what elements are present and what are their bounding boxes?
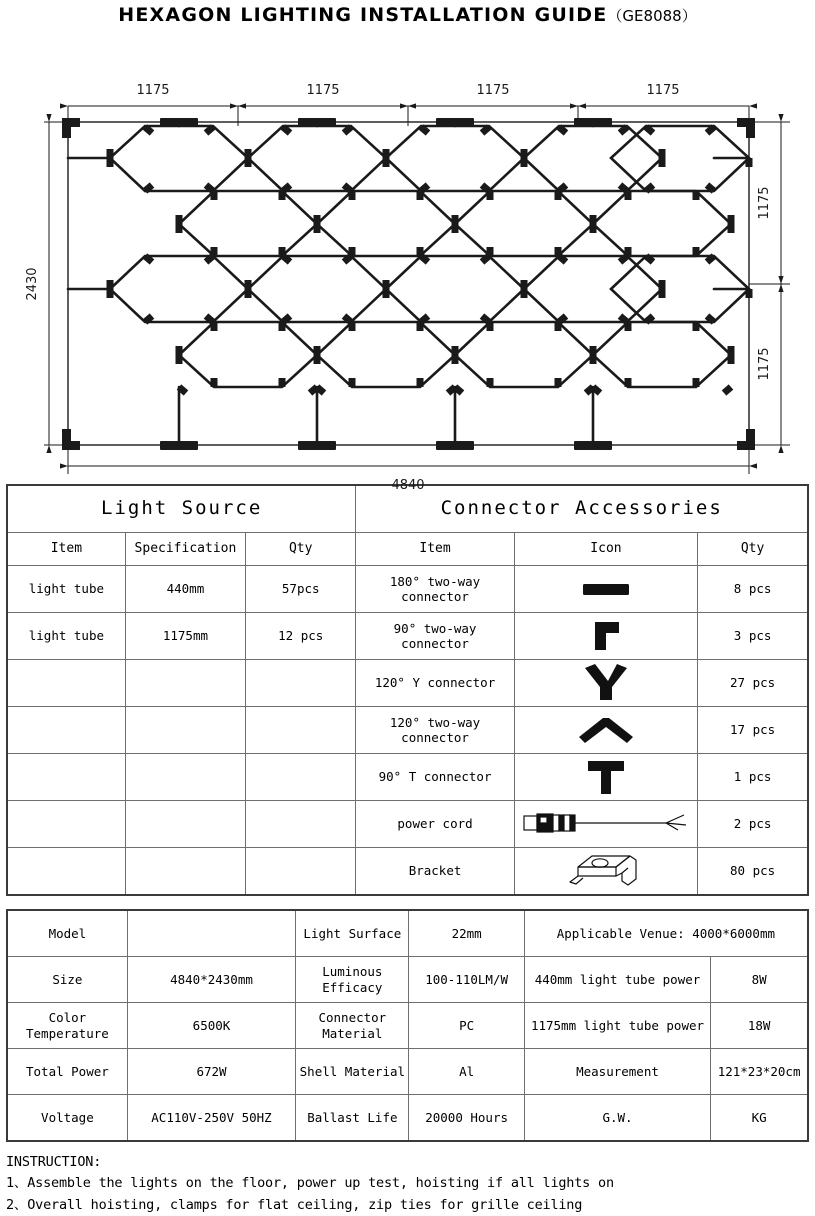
light-source-qty xyxy=(246,848,356,896)
spec-label-shell-material: Shell Material xyxy=(296,1049,409,1095)
table-row xyxy=(7,848,808,896)
left-dimension-group xyxy=(25,122,68,445)
top-dim-4: 1175 xyxy=(646,83,680,98)
light-source-specification xyxy=(125,801,245,848)
connector-item xyxy=(356,754,514,801)
page-title-model-code: （GE8088） xyxy=(607,7,697,25)
light-source-item xyxy=(7,754,125,801)
top-dim-1: 1175 xyxy=(136,83,170,98)
table-row xyxy=(7,910,808,957)
spec-value-shell-material: Al xyxy=(409,1049,524,1095)
light-source-specification: 1175mm xyxy=(125,613,245,660)
connector-item-line2: connector xyxy=(401,730,469,745)
connector-item xyxy=(356,707,514,754)
grid-rail-stubs xyxy=(68,122,749,445)
connector-qty: 80 pcs xyxy=(698,848,808,896)
spec-label-connector-material: Connector Material xyxy=(296,1003,409,1049)
chevron-120-connector-icon xyxy=(514,707,697,754)
rail-connector-block xyxy=(160,441,198,450)
spec-label-luminous-efficacy: Luminous Efficacy xyxy=(296,957,409,1003)
parts-table-column-header-row xyxy=(7,533,808,566)
connector-qty: 27 pcs xyxy=(698,660,808,707)
connector-qty: 2 pcs xyxy=(698,801,808,848)
table-row xyxy=(7,1003,808,1049)
spec-label-total-power: Total Power xyxy=(7,1049,127,1095)
spec-label-light-surface: Light Surface xyxy=(296,910,409,957)
connector-item-line2: connector xyxy=(401,589,469,604)
spec-label-measurement: Measurement xyxy=(524,1049,710,1095)
light-source-specification xyxy=(125,707,245,754)
right-dim-1: 1175 xyxy=(757,186,772,220)
instructions-heading: INSTRUCTION: xyxy=(6,1154,102,1170)
col-header-connector-qty: Qty xyxy=(698,533,808,566)
spec-label-voltage: Voltage xyxy=(7,1095,127,1142)
rail-connector-block xyxy=(574,118,612,127)
hex-row-1 xyxy=(110,126,749,191)
right-dimension-group xyxy=(749,122,790,445)
spec-label-ballast-life: Ballast Life xyxy=(296,1095,409,1142)
table-row xyxy=(7,1095,808,1142)
rail-connector-block xyxy=(298,441,336,450)
spec-value-light-surface: 22mm xyxy=(409,910,524,957)
connector-item-line1: 180° two-way xyxy=(389,573,481,589)
honeycomb-grid xyxy=(68,122,749,445)
connector-item-line1: 120° two-way xyxy=(389,714,481,730)
col-header-connector-item: Item xyxy=(356,533,514,566)
connector-item xyxy=(356,613,514,660)
table-row xyxy=(7,707,808,754)
spec-value-connector-material: PC xyxy=(409,1003,524,1049)
spec-label-440-tube-power: 440mm light tube power xyxy=(524,957,710,1003)
connector-item-line1: 90° T connector xyxy=(378,769,492,785)
spec-value-size: 4840*2430mm xyxy=(127,957,295,1003)
top-dim-2: 1175 xyxy=(306,83,340,98)
spec-label-color-temperature: Color Temperature xyxy=(7,1003,127,1049)
power-cord-icon xyxy=(514,801,697,848)
page-title-main: HEXAGON LIGHTING INSTALLATION GUIDE xyxy=(118,4,608,26)
table-row xyxy=(7,1049,808,1095)
table-row xyxy=(7,660,808,707)
hex-row-3 xyxy=(110,256,749,322)
spec-value-gross-weight: KG xyxy=(711,1095,808,1142)
light-source-item xyxy=(7,660,125,707)
corner-connector-block xyxy=(746,429,755,449)
connector-qty: 17 pcs xyxy=(698,707,808,754)
spec-value-1175-tube-power: 18W xyxy=(711,1003,808,1049)
light-source-group-header: Light Source xyxy=(7,485,356,533)
connector-qty: 3 pcs xyxy=(698,613,808,660)
instructions-block xyxy=(6,1152,815,1216)
corner-connector-block xyxy=(62,429,71,449)
rail-connector-block xyxy=(298,118,336,127)
bracket-clip-icon xyxy=(514,848,697,896)
light-source-qty: 57pcs xyxy=(246,566,356,613)
spec-value-440-tube-power: 8W xyxy=(711,957,808,1003)
table-row xyxy=(7,801,808,848)
spec-value-measurement: 121*23*20cm xyxy=(711,1049,808,1095)
light-source-item xyxy=(7,801,125,848)
corner-connector-block xyxy=(62,118,71,138)
connector-item xyxy=(356,801,514,848)
rail-connector-block xyxy=(574,441,612,450)
light-source-specification: 440mm xyxy=(125,566,245,613)
corner-connector-block xyxy=(746,118,755,138)
connector-item xyxy=(356,566,514,613)
hexagon-layout-diagram xyxy=(0,34,815,493)
table-row xyxy=(7,957,808,1003)
light-source-specification xyxy=(125,660,245,707)
connector-item-line1: power cord xyxy=(397,816,473,832)
connector-item-line1: 120° Y connector xyxy=(374,675,496,691)
bottom-dim-total-width: 4840 xyxy=(391,478,425,493)
spec-value-luminous-efficacy: 100-110LM/W xyxy=(409,957,524,1003)
y-120-connector-icon xyxy=(514,660,697,707)
col-header-icon: Icon xyxy=(514,533,697,566)
spec-label-model: Model xyxy=(7,910,127,957)
left-dim-total-height: 2430 xyxy=(25,267,40,301)
light-source-item xyxy=(7,707,125,754)
light-source-qty xyxy=(246,660,356,707)
page-title xyxy=(0,0,815,34)
spec-applicable-venue: Applicable Venue: 4000*6000mm xyxy=(524,910,808,957)
light-source-qty xyxy=(246,801,356,848)
spec-label-1175-tube-power: 1175mm light tube power xyxy=(524,1003,710,1049)
instruction-line-1: 1、Assemble the lights on the floor, power up test, hoisting if all lights on xyxy=(6,1175,614,1192)
spec-value-ballast-life: 20000 Hours xyxy=(409,1095,524,1142)
t-90-connector-icon xyxy=(514,754,697,801)
connector-qty: 1 pcs xyxy=(698,754,808,801)
outer-frame xyxy=(68,122,749,445)
light-source-qty: 12 pcs xyxy=(246,613,356,660)
col-header-specification: Specification xyxy=(125,533,245,566)
light-source-qty xyxy=(246,754,356,801)
light-source-item: light tube xyxy=(7,566,125,613)
connector-item-line2: connector xyxy=(401,636,469,651)
connector-accessories-group-header: Connector Accessories xyxy=(356,485,808,533)
connector-item xyxy=(356,660,514,707)
spec-value-model xyxy=(127,910,295,957)
table-row xyxy=(7,754,808,801)
top-dim-3: 1175 xyxy=(476,83,510,98)
spec-label-size: Size xyxy=(7,957,127,1003)
elbow-90-connector-icon xyxy=(514,613,697,660)
specifications-table xyxy=(6,909,809,1142)
parts-table xyxy=(6,484,809,896)
table-row xyxy=(7,613,808,660)
light-source-qty xyxy=(246,707,356,754)
rail-connector-block xyxy=(436,118,474,127)
spec-value-color-temperature: 6500K xyxy=(127,1003,295,1049)
spec-label-gross-weight: G.W. xyxy=(524,1095,710,1142)
light-source-specification xyxy=(125,848,245,896)
light-source-specification xyxy=(125,754,245,801)
instruction-line-2: 2、Overall hoisting, clamps for flat ceiling, zip ties for grille ceiling xyxy=(6,1196,583,1213)
right-dim-2: 1175 xyxy=(757,347,772,381)
connector-item: Bracket xyxy=(356,848,514,896)
connector-item-line1: 90° two-way xyxy=(393,620,477,636)
spec-value-total-power: 672W xyxy=(127,1049,295,1095)
table-row xyxy=(7,566,808,613)
light-source-item xyxy=(7,848,125,896)
rail-connector-block xyxy=(160,118,198,127)
light-source-item: light tube xyxy=(7,613,125,660)
diagram-svg xyxy=(0,34,815,493)
connector-qty: 8 pcs xyxy=(698,566,808,613)
col-header-qty: Qty xyxy=(246,533,356,566)
col-header-item: Item xyxy=(7,533,125,566)
spec-value-voltage: AC110V-250V 50HZ xyxy=(127,1095,295,1142)
rail-connector-block xyxy=(436,441,474,450)
straight-180-connector-icon xyxy=(514,566,697,613)
